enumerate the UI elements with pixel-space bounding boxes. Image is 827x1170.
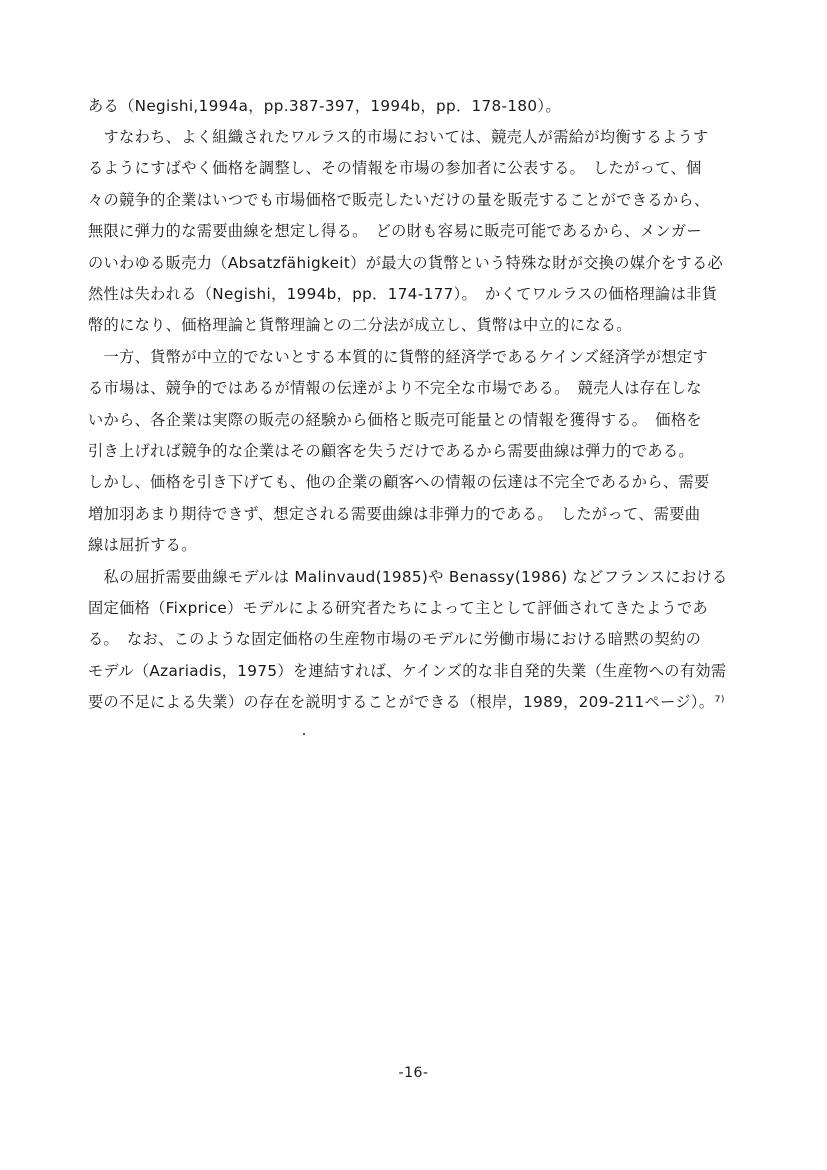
text-line: 固定価格（Fixprice）モデルによる研究者たちによって主として評価されてきたようであ [88,599,709,617]
text-line: 増加羽あまり期待できず、想定される需要曲線は非弾力的である。 したがって、需要曲 [88,505,701,523]
text-line: 線は屈折する。 [88,536,197,554]
page-number: -16- [398,1065,429,1081]
text-line: 一方、貨幣が中立的でないとする本質的に貨幣的経済学であるケインズ経済学が想定す [88,348,708,366]
text-line: 無限に弾力的な需要曲線を想定し得る。 どの財も容易に販売可能であるから、メンガー [88,222,702,240]
text-line: 私の屈折需要曲線モデルは Malinvaud(1985)や Benassy(1986) などフランスにおける [88,568,728,586]
text-line: すなわち、よく組織されたワルラス的市場においては、競売人が需給が均衡するようす [88,128,709,146]
scan-speck [303,733,305,735]
text-line: のいわゆる販売力（Absatzfähigkeit）が最大の貨幣という特殊な財が交換の媒介をする必 [88,254,724,272]
text-line: モデル（Azariadis，1975）を連結すれば、ケインズ的な非自発的失業（生産物への有効需 [88,662,727,680]
text-line: 幣的になり、価格理論と貨幣理論との二分法が成立し、貨幣は中立的になる。 [88,316,632,334]
text-line: 々の競争的企業はいつでも市場価格で販売したいだけの量を販売することができるから、 [88,191,710,209]
text-line: ある（Negishi,1994a，pp.387-397，1994b，pp．178-180）。 [88,97,561,115]
text-line: るようにすばやく価格を調整し、その情報を市場の参加者に公表する。 したがって、個 [88,159,702,177]
text-line: しかし、価格を引き下げても、他の企業の顧客への情報の伝達は不完全であるから、需要 [88,473,710,491]
text-line: 要の不足による失業）の存在を説明することができる（根岸，1989，209-211ページ）。⁷⁾ [88,693,725,711]
text-line: 引き上げれば競争的な企業はその顧客を失うだけであるから需要曲線は弾力的である。 [88,442,694,460]
text-line: る市場は、競争的ではあるが情報の伝達がより不完全な市場である。 競売人は存在しな [88,379,702,397]
text-line: いから、各企業は実際の販売の経験から価格と販売可能量との情報を獲得する。 価格を [88,411,702,429]
text-line: る。 なお、このような固定価格の生産物市場のモデルに労働市場における暗黙の契約の [88,630,702,648]
text-line: 然性は失われる（Negishi，1994b，pp．174-177）。 かくてワルラスの価格理論は非貨 [88,285,718,303]
